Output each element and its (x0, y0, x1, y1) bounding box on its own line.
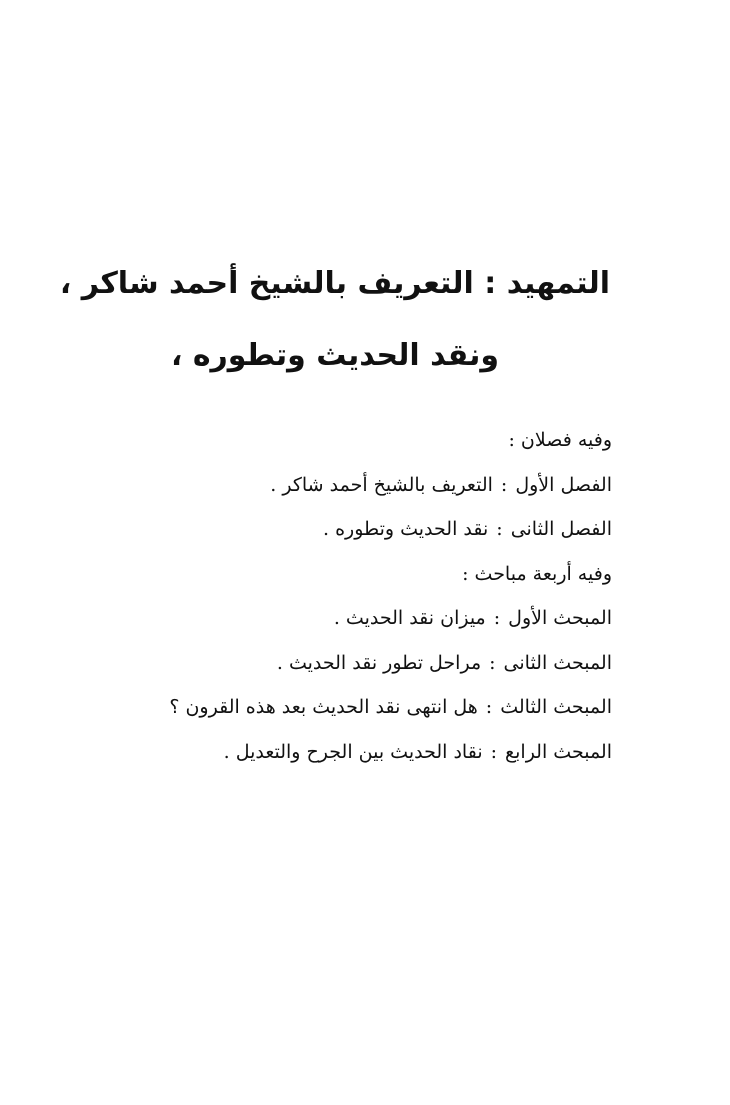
section-1-separator: : (493, 607, 501, 629)
chapter-1-separator: : (500, 473, 508, 496)
section-1-label: المبحث الأول (508, 607, 612, 629)
section-2-label: المبحث الثانى (503, 651, 612, 674)
chapter-2 (92, 507, 612, 552)
intro-sections: وفيه أربعة مباحث : (462, 562, 612, 585)
section-2-separator: : (489, 651, 496, 674)
section-3-label: المبحث الثالث (500, 696, 612, 718)
section-1-text: ميزان نقد الحديث . (333, 607, 486, 629)
chapter-2-separator: : (496, 518, 503, 540)
chapter-1 (92, 463, 612, 508)
section-2 (92, 641, 612, 686)
chapter-1-text: التعريف بالشيخ أحمد شاكر . (270, 473, 493, 496)
chapter-2-text: نقد الحديث وتطوره . (323, 518, 489, 540)
title-line-1: التمهيد : التعريف بالشيخ أحمد شاكر ، (59, 266, 610, 301)
section-4-text: نقاد الحديث بين الجرح والتعديل . (223, 740, 483, 763)
section-4-separator: : (490, 740, 498, 763)
title-block (60, 248, 610, 392)
section-3-separator: : (485, 696, 493, 718)
section-3 (92, 685, 612, 730)
section-1 (92, 596, 612, 641)
section-4-label: المبحث الرابع (505, 740, 612, 763)
chapter-1-label: الفصل الأول (515, 473, 612, 496)
section-4 (92, 730, 612, 775)
contents-list (92, 418, 612, 774)
section-3-text: هل انتهى نقد الحديث بعد هذه القرون ؟ (169, 696, 478, 718)
title-line-2: ونقد الحديث وتطوره ، (170, 338, 499, 373)
chapter-2-label: الفصل الثانى (510, 518, 612, 540)
section-2-text: مراحل تطور نقد الحديث . (276, 651, 482, 674)
intro-chapters: وفيه فصلان : (508, 429, 612, 451)
